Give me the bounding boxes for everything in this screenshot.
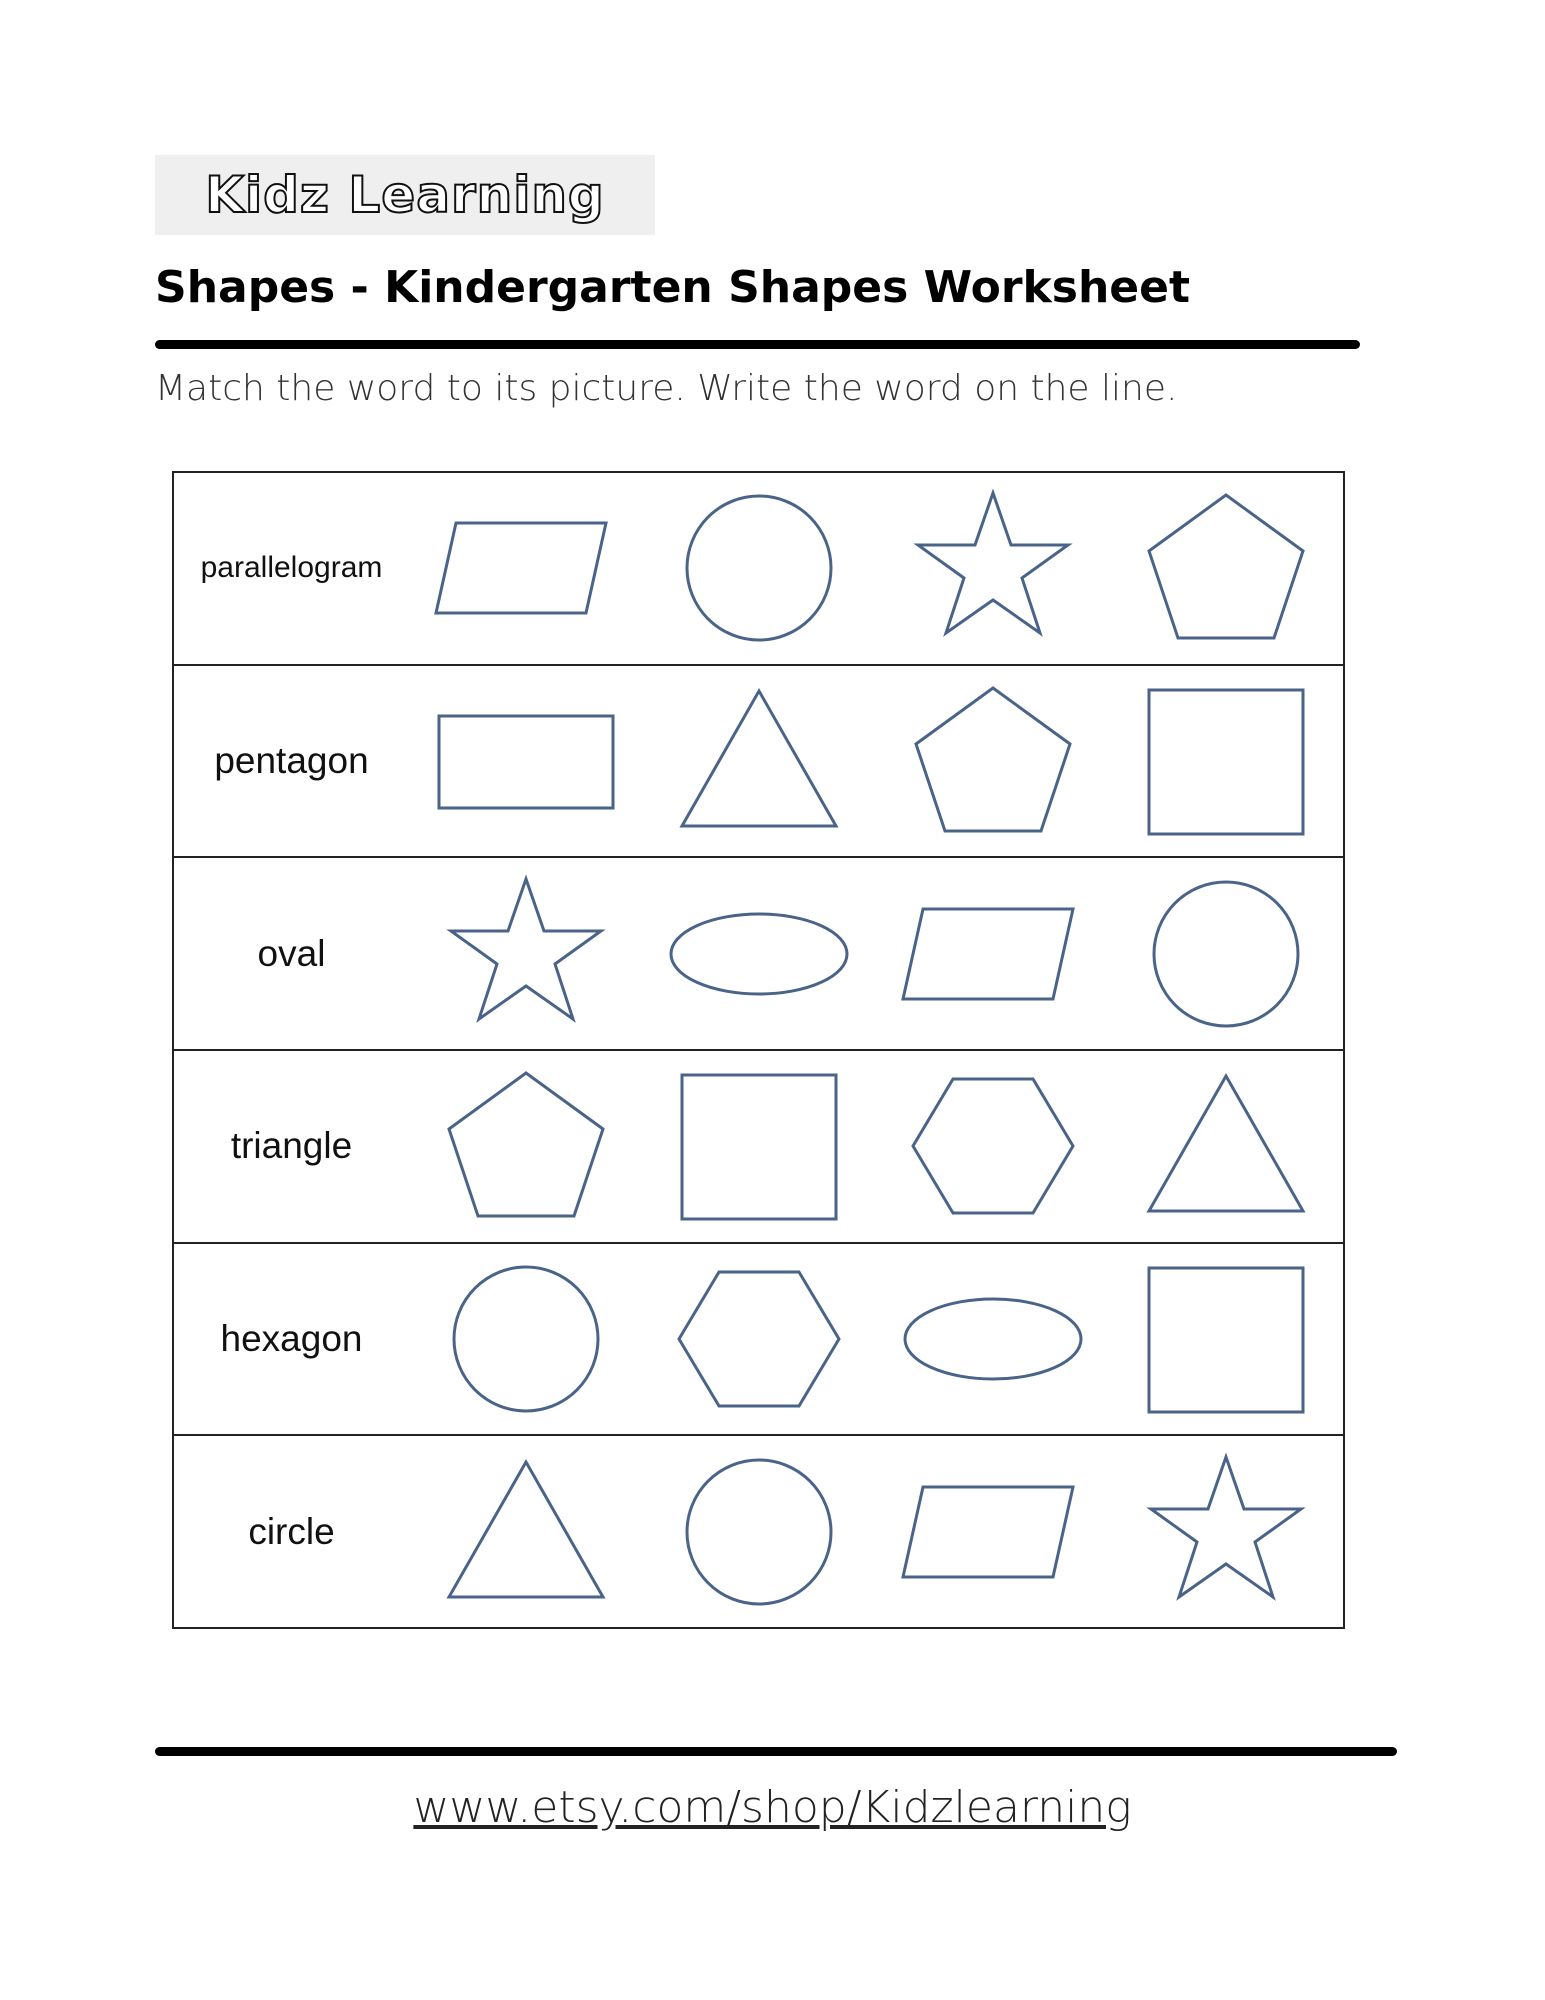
shape-cell [1110,1051,1344,1242]
shape-cell [643,858,877,1049]
shape-cell [876,858,1110,1049]
shape-word: oval [257,932,326,974]
word-cell [174,1244,409,1435]
shape-cell [1110,858,1344,1049]
word-cell [174,666,409,857]
triangle-icon [431,1447,621,1617]
shape-cell [876,1244,1110,1435]
shape-cell [1110,1436,1344,1627]
worksheet-row [174,856,1343,1049]
shape-cell [643,1051,877,1242]
oval-icon [664,869,854,1039]
worksheet-row [174,473,1343,664]
shape-cell [876,1051,1110,1242]
star-icon [431,869,621,1039]
star-icon [898,483,1088,653]
shape-cell [643,1244,877,1435]
worksheet-row [174,1242,1343,1435]
shape-cell [1110,473,1344,664]
shape-word: circle [248,1510,335,1552]
brand-logo: Kidz Learning [205,166,605,224]
square-icon [1131,1254,1321,1424]
word-cell [174,858,409,1049]
circle-icon [664,1447,854,1617]
parallelogram-icon [898,869,1088,1039]
footer-divider [155,1747,1397,1756]
circle-icon [1131,869,1321,1039]
worksheet-grid [172,471,1345,1629]
shape-word: hexagon [220,1318,363,1360]
shape-cell [409,666,643,857]
square-icon [664,1061,854,1231]
star-icon [1131,1447,1321,1617]
oval-icon [898,1254,1088,1424]
pentagon-icon [898,676,1088,846]
shape-cell [643,666,877,857]
square-icon [1131,676,1321,846]
brand-logo-box [155,155,655,235]
instructions: Match the word to its picture. Write the word on the line. [155,368,1178,409]
word-cell [174,473,409,664]
shape-cell [876,473,1110,664]
shape-cell [1110,1244,1344,1435]
worksheet-row [174,1434,1343,1627]
pentagon-icon [431,1061,621,1231]
shape-word: parallelogram [200,551,383,585]
hexagon-icon [664,1254,854,1424]
circle-icon [431,1254,621,1424]
pentagon-icon [1131,483,1321,653]
hexagon-icon [898,1061,1088,1231]
shape-word: pentagon [214,740,369,781]
triangle-icon [664,676,854,846]
shape-cell [409,1051,643,1242]
shape-cell [409,1436,643,1627]
triangle-icon [1131,1061,1321,1231]
shape-cell [876,1436,1110,1627]
shape-cell [643,473,877,664]
page-title: Shapes - Kindergarten Shapes Worksheet [155,262,1191,313]
shape-cell [876,666,1110,857]
word-cell [174,1051,409,1242]
shape-word: triangle [230,1125,353,1167]
shape-cell [409,858,643,1049]
shape-cell [409,473,643,664]
parallelogram-icon [898,1447,1088,1617]
shape-cell [643,1436,877,1627]
rectangle-icon [431,676,621,846]
circle-icon [664,483,854,653]
title-divider [155,340,1360,349]
worksheet-row [174,1049,1343,1242]
word-cell [174,1436,409,1627]
shape-cell [409,1244,643,1435]
shop-link[interactable]: www.etsy.com/shop/Kidzlearning [413,1782,1132,1833]
shape-cell [1110,666,1344,857]
parallelogram-icon [431,483,621,653]
worksheet-row [174,664,1343,857]
